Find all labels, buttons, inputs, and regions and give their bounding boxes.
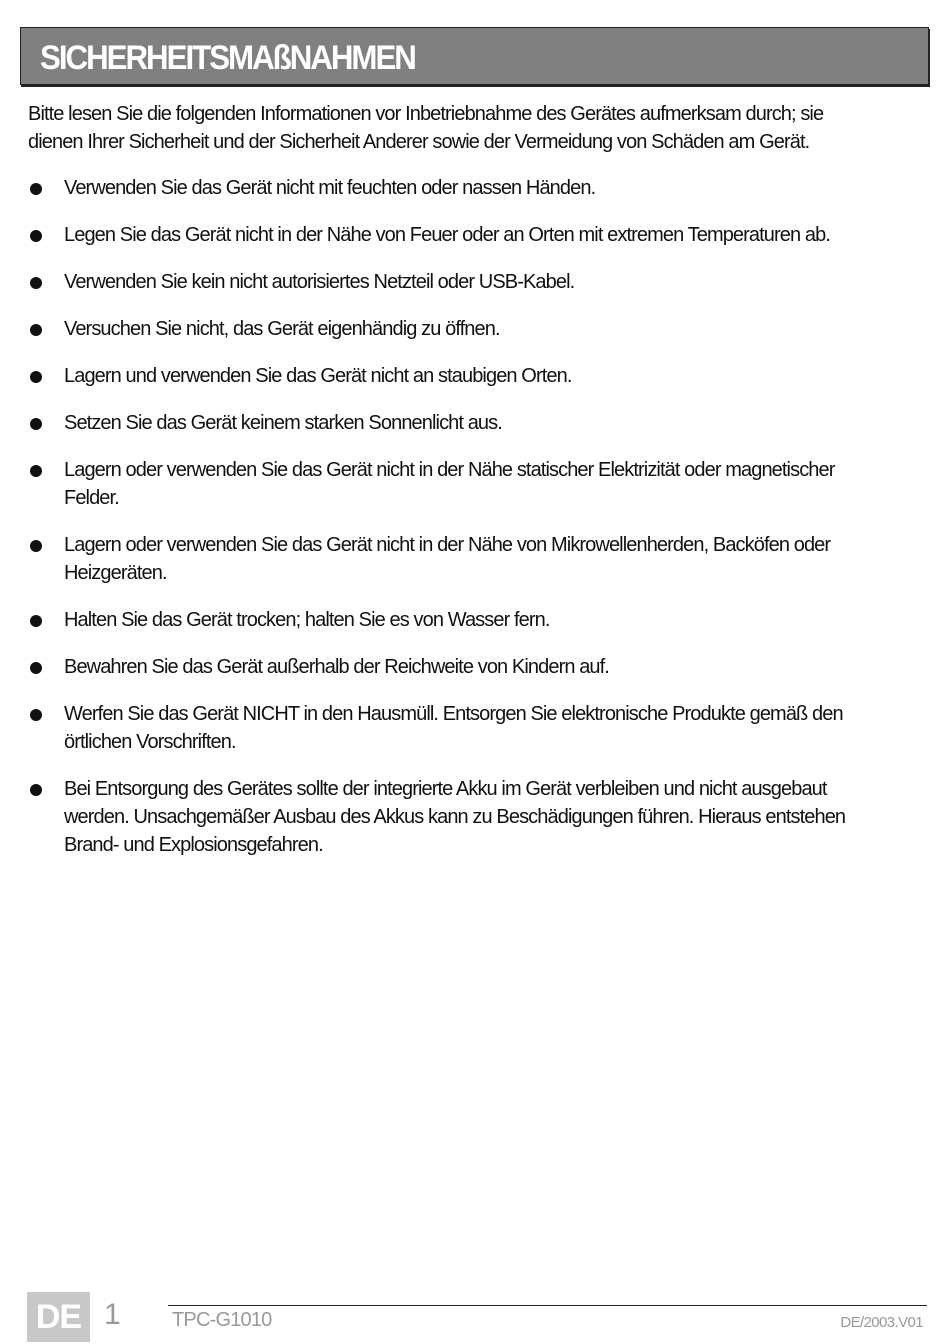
footer-divider [168,1305,927,1306]
list-item-text: Felder. [64,487,119,509]
intro-line: dienen Ihrer Sicherheit und der Sicherheit Anderer sowie der Vermeidung von Schäden am Gerät. [28,131,810,153]
intro-line: Bitte lesen Sie die folgenden Informationen vor Inbetriebnahme des Gerätes aufmerksam durch; sie [28,103,824,125]
intro-paragraph [28,100,823,156]
list-item [28,315,928,343]
bullet-icon [30,662,42,674]
list-item [28,700,928,756]
list-item-text: Heizgeräten. [64,562,167,584]
language-badge: DE [27,1292,90,1342]
list-item-text: Bewahren Sie das Gerät außerhalb der Reichweite von Kindern auf. [64,656,609,678]
document-version: DE/2003.V01 [840,1314,923,1331]
list-item [28,409,928,437]
list-item-text: Lagern oder verwenden Sie das Gerät nicht in der Nähe von Mikrowellenherden, Backöfen oder [64,534,831,556]
section-title: SICHERHEITSMAßNAHMEN [40,39,415,77]
list-item [28,221,928,249]
bullet-icon [30,784,42,796]
list-item-text: örtlichen Vorschriften. [64,731,236,753]
list-item [28,174,928,202]
list-item-text: Verwenden Sie kein nicht autorisiertes Netzteil oder USB-Kabel. [64,271,575,293]
list-item-text: Verwenden Sie das Gerät nicht mit feuchten oder nassen Händen. [64,177,596,199]
bullet-icon [30,418,42,430]
bullet-icon [30,709,42,721]
list-item-text: Versuchen Sie nicht, das Gerät eigenhändig zu öffnen. [64,318,500,340]
list-item-text: Lagern und verwenden Sie das Gerät nicht an staubigen Orten. [64,365,572,387]
list-item [28,456,928,512]
list-item-text: Brand- und Explosionsgefahren. [64,834,323,856]
list-item [28,653,928,681]
bullet-icon [30,230,42,242]
list-item-text: Setzen Sie das Gerät keinem starken Sonnenlicht aus. [64,412,502,434]
list-item-text: Bei Entsorgung des Gerätes sollte der integrierte Akku im Gerät verbleiben und nicht ausgebaut [64,778,827,800]
list-item [28,531,928,587]
list-item [28,775,928,859]
list-item [28,362,928,390]
list-item-text: Werfen Sie das Gerät NICHT in den Hausmüll. Entsorgen Sie elektronische Produkte gemäß den [64,703,843,725]
bullet-icon [30,277,42,289]
list-item-text: Legen Sie das Gerät nicht in der Nähe von Feuer oder an Orten mit extremen Temperaturen ab. [64,224,830,246]
page-number: 1 [104,1298,121,1331]
list-item-text: Lagern oder verwenden Sie das Gerät nicht in der Nähe statischer Elektrizität oder magnetischer [64,459,835,481]
safety-list [28,174,928,878]
section-header [20,27,929,85]
bullet-icon [30,615,42,627]
list-item [28,606,928,634]
list-item [28,268,928,296]
bullet-icon [30,324,42,336]
list-item-text: werden. Unsachgemäßer Ausbau des Akkus kann zu Beschädigungen führen. Hieraus entstehen [64,806,846,828]
list-item-text: Halten Sie das Gerät trocken; halten Sie es von Wasser fern. [64,609,550,631]
bullet-icon [30,371,42,383]
model-number: TPC-G1010 [172,1309,272,1331]
bullet-icon [30,540,42,552]
bullet-icon [30,465,42,477]
bullet-icon [30,183,42,195]
